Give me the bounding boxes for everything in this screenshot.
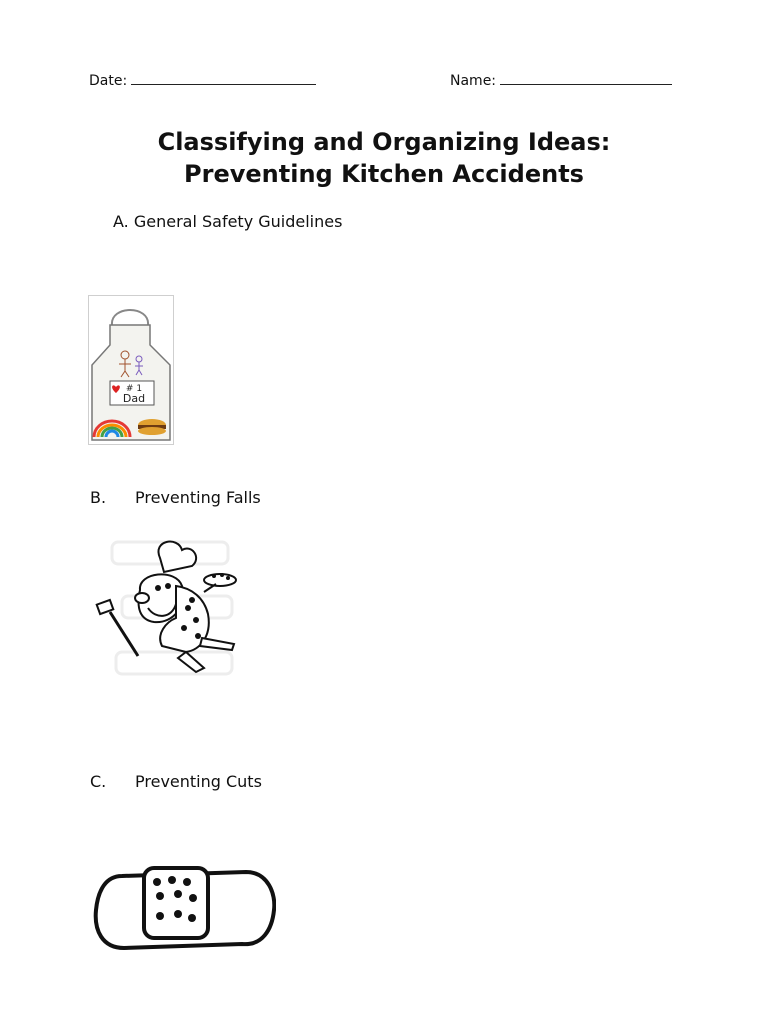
section-b-heading xyxy=(90,488,261,507)
date-field[interactable] xyxy=(89,72,316,89)
section-a-label: General Safety Guidelines xyxy=(133,212,343,231)
section-c-letter: C. xyxy=(90,772,107,791)
section-b-label: Preventing Falls xyxy=(135,488,261,507)
section-c-label: Preventing Cuts xyxy=(135,772,262,791)
section-b-letter: B. xyxy=(90,488,107,507)
page-title-line-2: Preventing Kitchen Accidents xyxy=(184,160,584,188)
apron-badge-line-1: # 1 xyxy=(125,384,143,394)
section-c-heading xyxy=(90,772,262,791)
date-label: Date: xyxy=(89,73,128,89)
name-field[interactable] xyxy=(450,72,672,89)
name-label: Name: xyxy=(450,73,497,89)
chef-icon xyxy=(92,538,248,686)
apron-icon xyxy=(88,295,174,445)
name-blank-line[interactable] xyxy=(500,72,672,85)
section-a-heading xyxy=(113,212,342,231)
apron-badge-line-2: Dad xyxy=(122,392,146,405)
page-title-line-1: Classifying and Organizing Ideas: xyxy=(157,128,611,156)
bandage-icon xyxy=(92,864,276,954)
date-blank-line[interactable] xyxy=(131,72,316,85)
section-a-letter: A. xyxy=(113,212,129,231)
